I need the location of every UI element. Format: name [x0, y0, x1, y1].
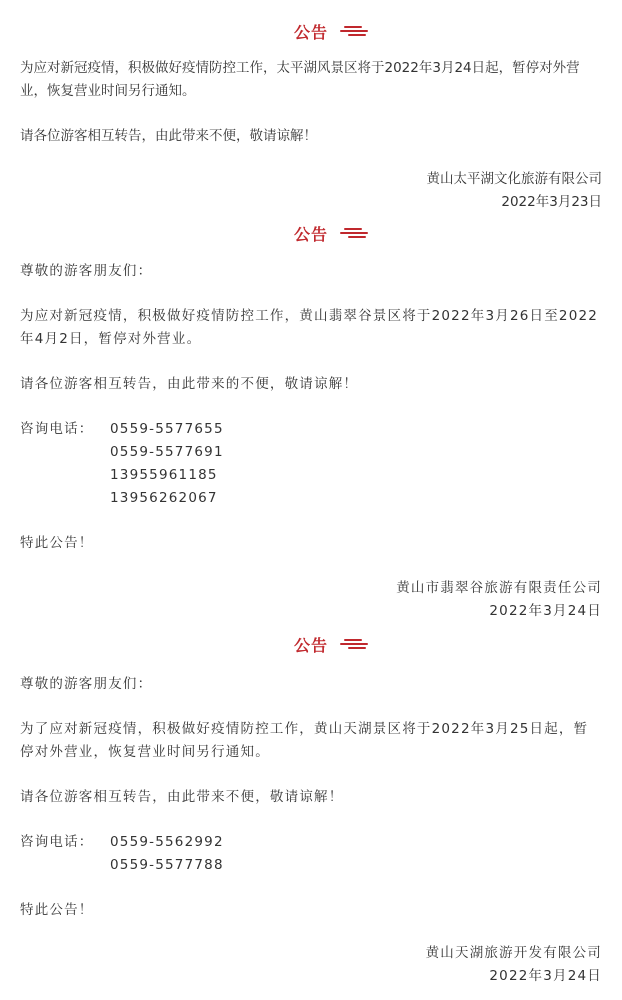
notice-greeting: 尊敬的游客朋友们：: [20, 676, 153, 692]
phone-block: [20, 418, 602, 510]
notice-title: 公告: [293, 635, 328, 655]
phone-number[interactable]: 0559-5562992: [110, 834, 224, 850]
notice-paragraph: 为应对新冠疫情，积极做好疫情防控工作，太平湖风景区将于2022年3月24日起，暂停对外营业，恢复营业时间另行通知。: [20, 60, 580, 99]
phone-number[interactable]: 0559-5577691: [110, 444, 224, 460]
notice-greeting: 尊敬的游客朋友们：: [20, 263, 153, 279]
notice-paragraph: 为应对新冠疫情，积极做好疫情防控工作，黄山翡翠谷景区将于2022年3月26日至2022年4月2日，暂停对外营业。: [20, 308, 599, 347]
notice-paragraph: 请各位游客相互转告，由此带来的不便，敬请谅解！: [20, 376, 359, 392]
notice-title: 公告: [293, 224, 328, 244]
notice-title-row: [20, 216, 602, 250]
phone-block: [20, 831, 602, 877]
notice-company: 黄山市翡翠谷旅游有限责任公司: [396, 580, 602, 596]
notice-feicuigu: [20, 214, 602, 623]
three-lines-icon: [340, 638, 368, 650]
phone-number[interactable]: 13956262067: [110, 490, 218, 506]
notice-closing: 特此公告！: [20, 902, 94, 918]
notice-date: 2022年3月24日: [489, 603, 602, 619]
notice-closing: 特此公告！: [20, 535, 94, 551]
phone-label: 咨询电话：: [20, 421, 94, 437]
notice-company: 黄山天湖旅游开发有限公司: [425, 945, 602, 961]
notice-paragraph: 为了应对新冠疫情，积极做好疫情防控工作，黄山天湖景区将于2022年3月25日起，暂停对外营业，恢复营业时间另行通知。: [20, 721, 589, 760]
notice-tianhu: [20, 623, 602, 988]
phone-number[interactable]: 0559-5577655: [110, 421, 224, 437]
phone-label: 咨询电话：: [20, 834, 94, 850]
three-lines-icon: [340, 25, 368, 37]
notice-paragraph: 请各位游客相互转告，由此带来不便，敬请谅解！: [20, 789, 344, 805]
three-lines-icon: [340, 227, 368, 239]
notice-title-row: [20, 627, 602, 661]
notice-company: 黄山太平湖文化旅游有限公司: [426, 171, 602, 187]
phone-number[interactable]: 13955961185: [110, 467, 218, 483]
notice-date: 2022年3月23日: [501, 194, 602, 210]
notice-paragraph: 请各位游客相互转告，由此带来不便，敬请谅解！: [20, 128, 317, 144]
notice-title: 公告: [293, 22, 328, 42]
notice-title-row: [20, 14, 602, 48]
notice-taipinghu: [20, 0, 602, 214]
phone-number[interactable]: 0559-5577788: [110, 857, 224, 873]
notice-date: 2022年3月24日: [489, 968, 602, 984]
